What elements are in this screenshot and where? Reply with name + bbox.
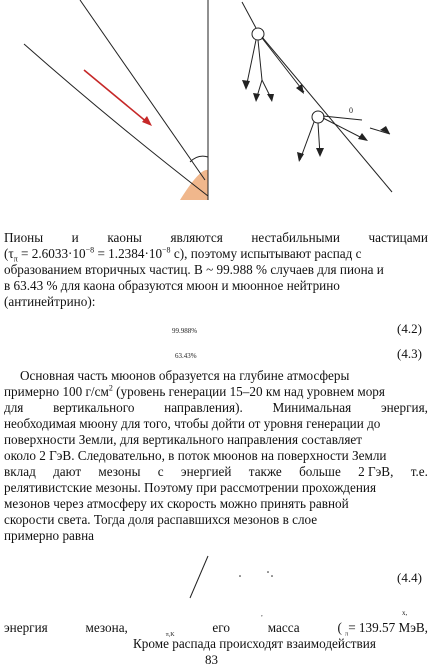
eq43-label: 63.43%: [175, 352, 197, 360]
eq42-label: 99.988%: [172, 327, 198, 335]
para1-line1: Пионы и каоны являются нестабильными частицами: [4, 230, 428, 245]
particle-arrow: [84, 70, 148, 123]
particle-arrow-head: [142, 116, 152, 126]
angle-arc: [190, 156, 208, 162]
bottom-line1: энергия мезона, π,K его масса ( $_\pi$= 139.57 МэВ,: [4, 620, 428, 638]
para2-line2: примерно 100 $г/см^2$ (уровень генерации 15–20 км над уровнем моря: [4, 383, 385, 399]
para2-line5: поверхности Земли, для вертикального направления составляет: [4, 432, 363, 447]
eq44-number: (4.4): [397, 570, 422, 585]
atmosphere-arc: [24, 44, 208, 196]
para1-line4: в 63.43 % для каона образуются мюон и мюонное нейтрино: [4, 278, 340, 293]
para2-line10: скорости света. Тогда доля распавшихся мезонов в слое: [4, 512, 318, 527]
stray-mark-1: ,: [261, 610, 263, 618]
para2-line11: примерно равна: [4, 528, 95, 543]
atmosphere-figure: [0, 0, 431, 200]
para2-line3: для вертикального направления). Минимальная энергия,: [4, 400, 428, 415]
bottom-line2: Кроме распада происходят взаимодействия: [133, 636, 376, 651]
para2-line9: мезонов через атмосферу их скорость можно принять равной: [4, 496, 349, 511]
vertex-2: [312, 111, 324, 123]
eq44-formula: [180, 552, 280, 602]
figure-label-0: 0: [349, 106, 353, 115]
particle-shower: [242, 2, 392, 192]
para2-line7: вклад дают мезоны с энергией также больше 2 ГэВ, т.е.: [4, 464, 428, 479]
page-number: 83: [205, 652, 218, 667]
angle-line: [80, 0, 205, 180]
stray-mark-2: x,: [402, 609, 408, 617]
para1-line2: ($\tau_\pi = 2.6033\cdot 10^{-8} = 1.2384\cdot 10^{-8}$ с), поэтому испытывают распад с: [4, 245, 362, 264]
para2-line4: необходимая мюону для того, чтобы дойти от уровня генерации до: [4, 416, 381, 431]
para2-line8: релятивистские мезоны. Поэтому при рассмотрении прохождения: [4, 480, 377, 495]
para2-line1: Основная часть мюонов образуется на глубине атмосферы: [20, 368, 350, 383]
eq42-number: (4.2): [397, 321, 422, 336]
para1-line5: (антинейтрино):: [4, 294, 96, 309]
eq43-number: (4.3): [397, 346, 422, 361]
para1-line3: образованием вторичных частиц. В ~ 99.988 % случаев для пиона и: [4, 262, 384, 277]
para2-line6: около 2 ГэВ. Следовательно, в поток мюонов на поверхности Земли: [4, 448, 387, 463]
